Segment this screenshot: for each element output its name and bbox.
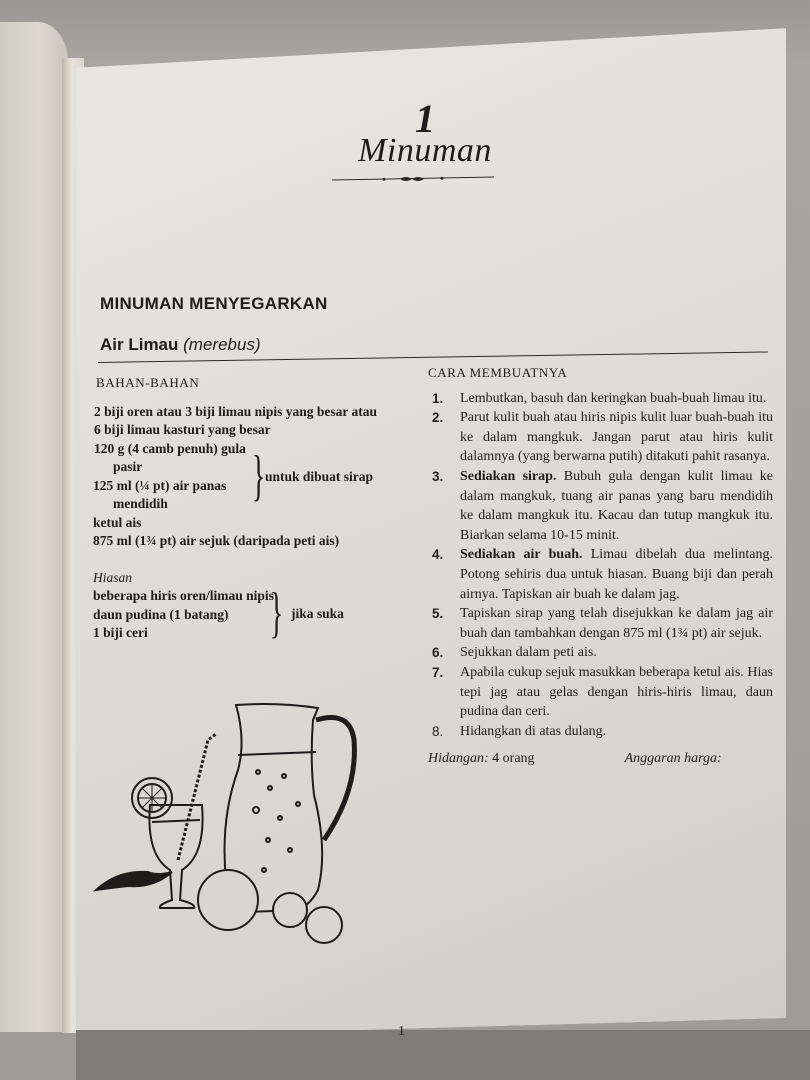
method-step [428, 643, 773, 663]
method-step [428, 408, 773, 467]
ingredient-item: mendidih [113, 496, 168, 511]
recipe-method: (merebus) [183, 335, 261, 354]
ingredient-item: pasir [113, 459, 143, 474]
page-number: 1 [398, 1024, 405, 1039]
servings-label: Hidangan: [428, 751, 489, 767]
step-text: Sediakan air buah. Limau dibelah dua melintang. Potong sehiris dua untuk hiasan. Buang biji dan perah airnya. Tapiskan air buah ke dalam jag. [460, 547, 773, 602]
step-text: Parut kulit buah atau hiris nipis kulit luar buah-buah itu ke dalam mangkuk. Jangan parut atau hiris kulit dalamnya (yang berwarna putih) ditakuti pahit rasanya. [460, 410, 773, 465]
syrup-ingredients-group [93, 440, 413, 514]
method-step [428, 604, 773, 643]
servings-value: 4 orang [492, 751, 535, 767]
garnish-heading: Hiasan [93, 569, 133, 585]
step-number: 7. [432, 664, 444, 680]
recipe-name: Air Limau [100, 335, 179, 354]
method-step [428, 389, 773, 409]
method-column [428, 363, 773, 769]
step-text: Hidangkan di atas dulang. [460, 723, 607, 739]
step-text: Sediakan sirap. Bubuh gula dengan kulit limau ke dalam mangkuk, tuang air panas yang baru mendidih ke dalam mangkuk itu. Kacau dan tutup mangkuk itu. Biarkan selama 10-15 minit. [460, 468, 773, 543]
step-text: Sejukkan dalam peti ais. [460, 645, 597, 661]
step-text: Tapiskan sirap yang telah disejukkan ke dalam jag air buah dan tambahkan dengan 875 ml (1¾ pt) air sejuk. [460, 606, 773, 641]
serving-info [428, 749, 773, 769]
budget-label: Anggaran harga: [624, 751, 722, 767]
ingredient-item: 2 biji oren atau 3 biji limau nipis yang besar atau [94, 403, 378, 419]
chapter-number: 1 [415, 96, 435, 141]
section-heading: MINUMAN MENYEGARKAN [100, 294, 328, 313]
step-number: 8. [432, 723, 444, 739]
ingredient-item: 120 g (4 camb penuh) gula [94, 440, 246, 456]
method-heading: CARA MEMBUATNYA [428, 365, 568, 380]
garnish-note: jika suka [291, 606, 344, 621]
ingredients-column [93, 372, 413, 643]
step-number: 4. [432, 547, 444, 563]
ornament-divider-icon [332, 175, 494, 183]
method-step [428, 467, 773, 545]
step-number: 3. [432, 468, 444, 484]
ingredient-item: 875 ml (1¾ pt) air sejuk (daripada peti ais) [93, 533, 340, 548]
chapter-title: Minuman [358, 132, 492, 169]
method-step [428, 722, 773, 742]
step-number: 1. [432, 390, 444, 406]
ingredient-item: 6 biji limau kasturi yang besar [94, 422, 271, 437]
garnish-item: beberapa hiris oren/limau nipis [93, 588, 274, 603]
garnish-item: 1 biji ceri [93, 625, 148, 640]
garnish-item: daun pudina (1 batang) [93, 606, 229, 622]
step-number: 2. [432, 410, 444, 426]
brace-icon: } [251, 444, 266, 507]
brace-icon: } [269, 582, 284, 644]
step-text: Lembutkan, basuh dan keringkan buah-buah limau itu. [460, 390, 767, 406]
garnish-group [93, 582, 413, 644]
ingredient-item: ketul ais [93, 514, 142, 530]
syrup-note: untuk dibuat sirap [265, 468, 374, 484]
step-number: 5. [432, 606, 444, 622]
ingredients-heading: BAHAN-BAHAN [96, 375, 200, 390]
step-text: Apabila cukup sejuk masukkan beberapa ketul ais. Hias tepi jag atau gelas dengan hiris-hiris limau, daun pudina dan ceri. [460, 664, 773, 720]
ingredient-item: 125 ml (¼ pt) air panas [93, 477, 227, 493]
jug-glass-oranges-illustration-icon [88, 700, 368, 950]
recipe-title [100, 335, 261, 355]
method-step [428, 545, 773, 604]
step-number: 6. [432, 645, 444, 661]
method-step [428, 663, 773, 722]
